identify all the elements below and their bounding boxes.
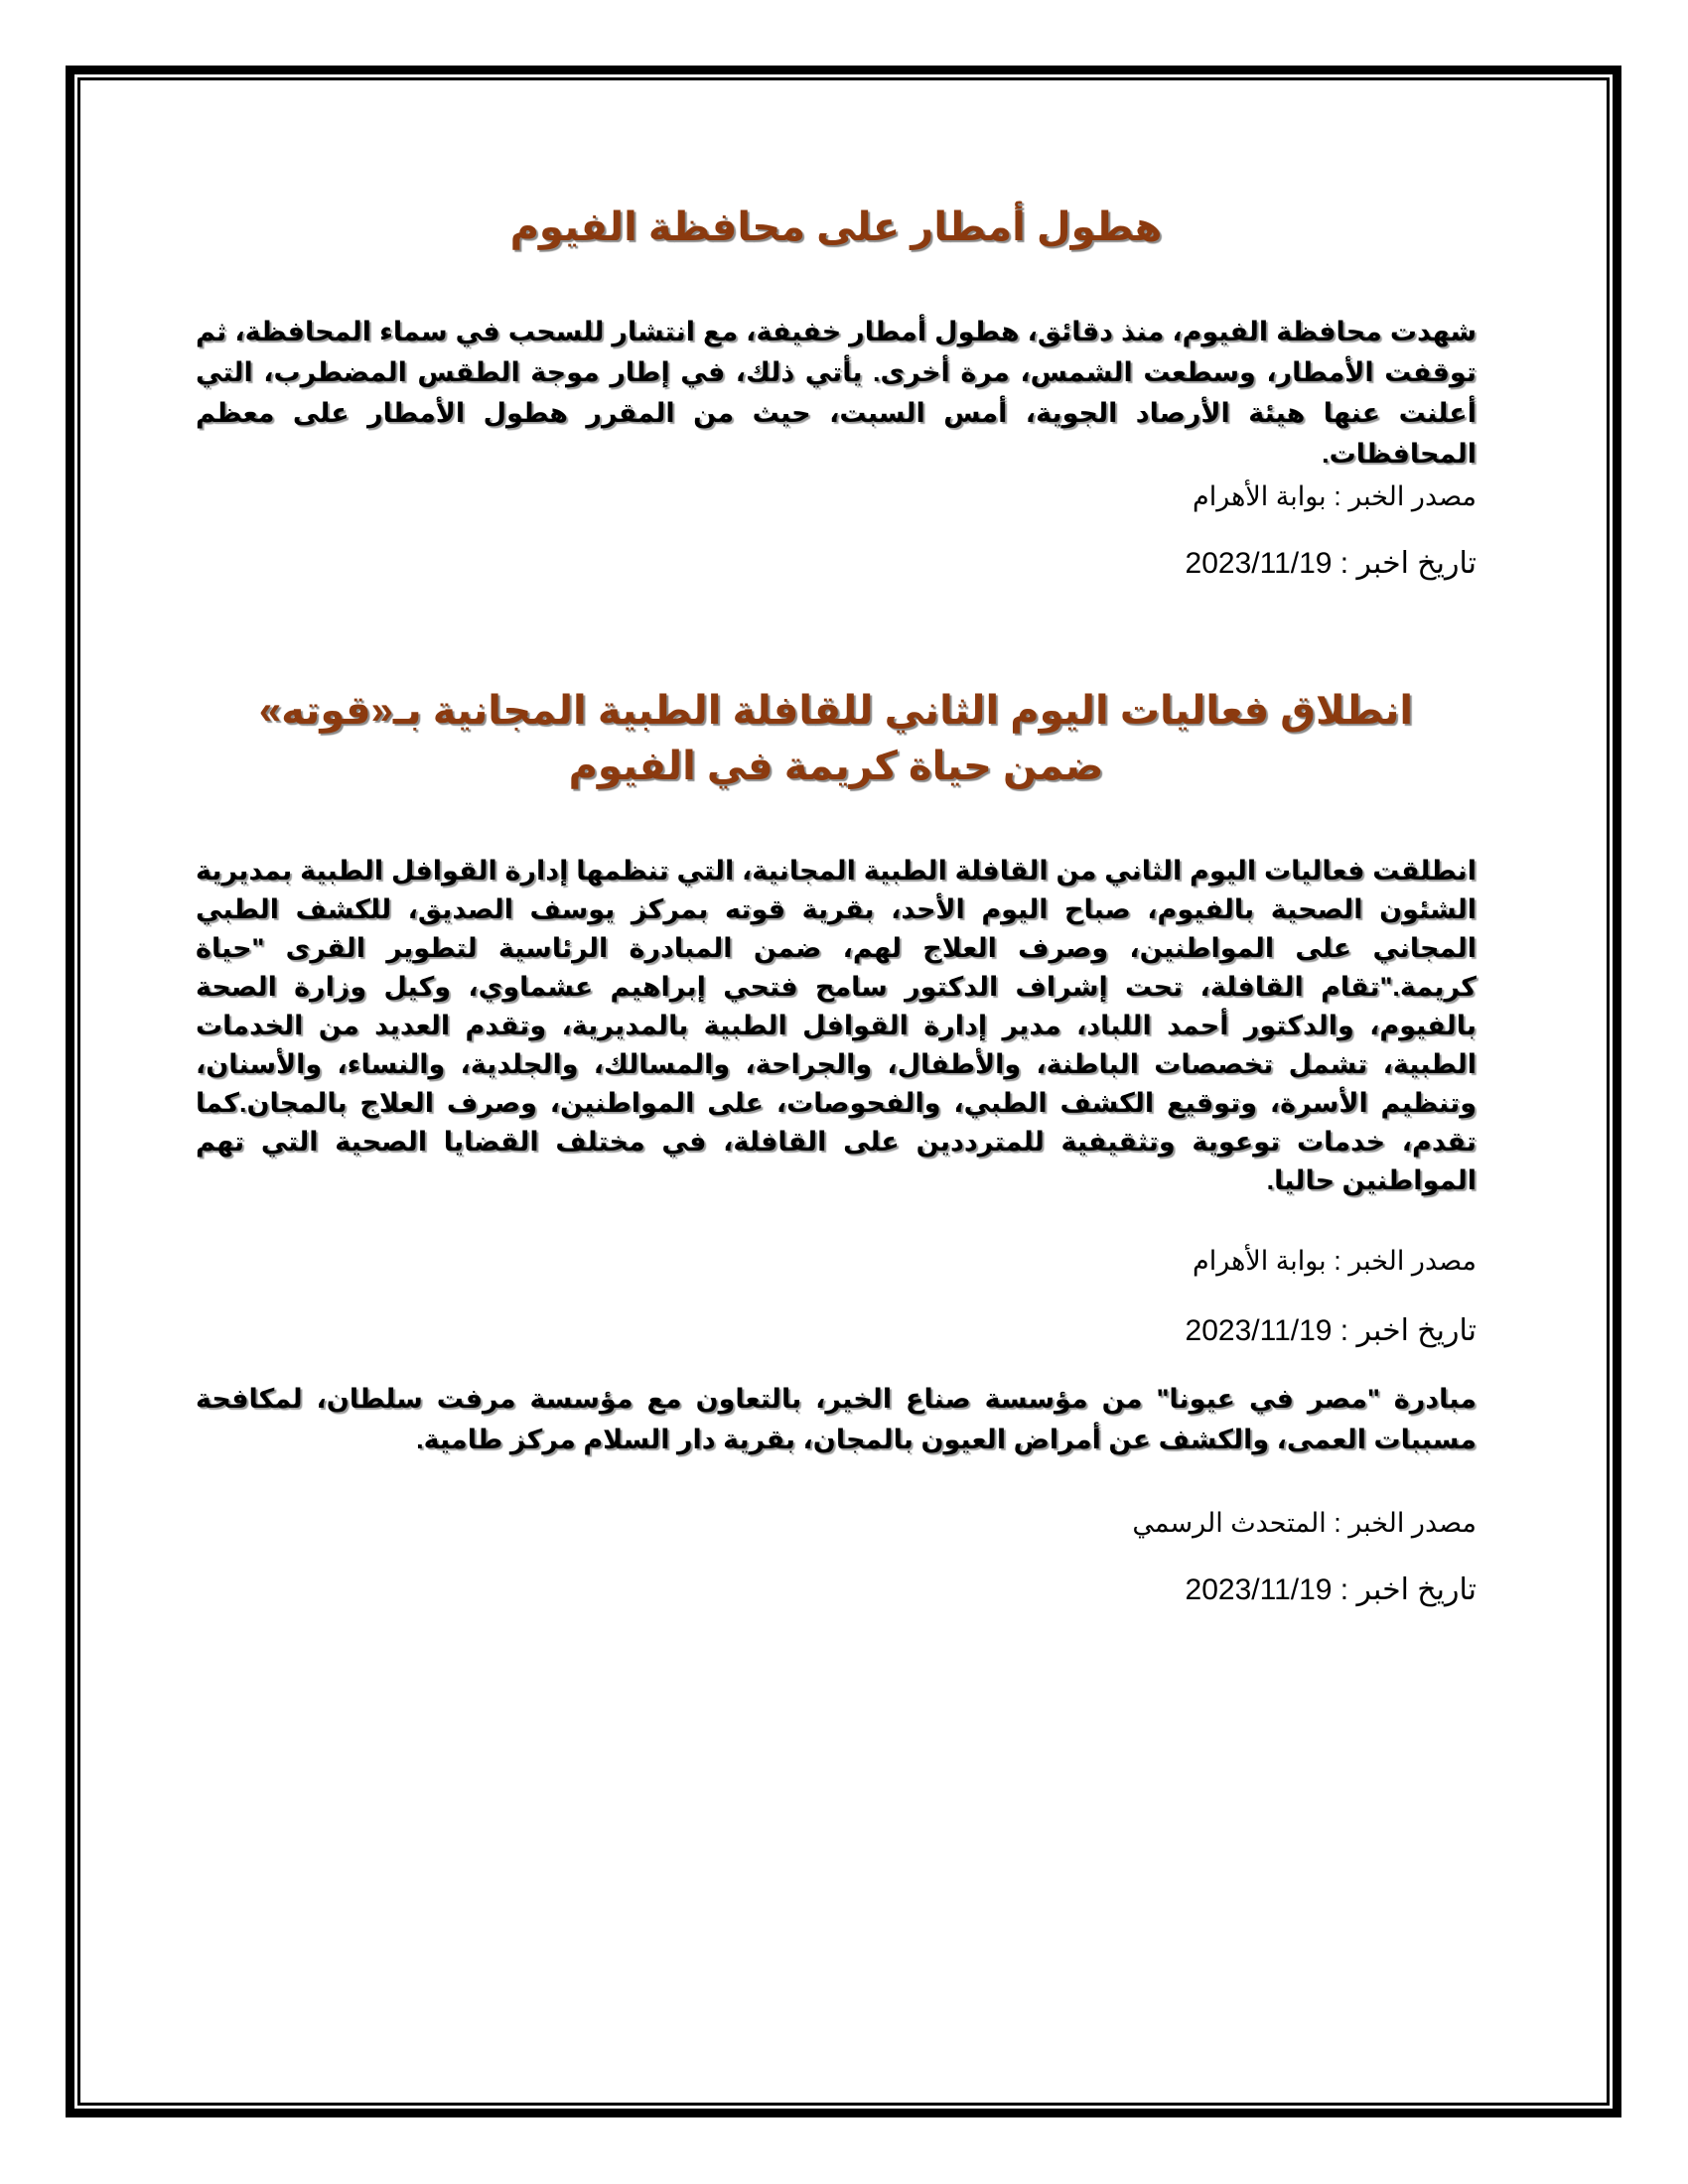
article-2-body: انطلقت فعاليات اليوم الثاني من القافلة الطبية المجانية، التي تنظمها إدارة القوافل الطبية بمديرية الشئون الصحية بالفيوم، صباح اليوم الأحد، بقرية قوته بمركز يوسف الصديق، للكشف الطبي المجاني على المواطنين، وصرف العلاج لهم، ضمن المبادرة الرئاسية لتطوير القرى "حياة كريمة."تقام القافلة، تحت إشراف الدكتور سامح فتحي إبراهيم عشماوي، وكيل وزارة الصحة بالفيوم، والدكتور أحمد اللباد، مدير إدارة القوافل الطبية بالمديرية، وتقدم العديد من الخدمات الطبية، تشمل تخصصات الباطنة، والأطفال، والجراحة، والمسالك، والجلدية، والنساء، والأسنان، وتنظيم الأسرة، وتوقيع الكشف الطبي، والفحوصات، على المواطنين، وصرف العلاج بالمجان.كما تقدم، خدمات توعوية وتثقيفية للمترددين على القافلة، في مختلف القضايا الصحية التي تهم المواطنين حاليا. — [196, 856, 1477, 1195]
article-2-date: تاريخ اخبر : 2023/11/19 — [1185, 1314, 1477, 1347]
article-3-source: مصدر الخبر : المتحدث الرسمي — [1132, 1508, 1477, 1538]
article-1-source: مصدر الخبر : بوابة الأهرام — [1192, 481, 1477, 511]
article-1-body: شهدت محافظة الفيوم، منذ دقائق، هطول أمطار خفيفة، مع انتشار للسحب في سماء المحافظة، ثم توقفت الأمطار، وسطعت الشمس، مرة أخرى. يأتي ذلك، في إطار موجة الطقس المضطرب، التي أعلنت عنها هيئة الأرصاد الجوية، أمس السبت، حيث من المقرر هطول الأمطار على معظم المحافظات. — [196, 317, 1477, 469]
article-2-source: مصدر الخبر : بوابة الأهرام — [1192, 1246, 1477, 1276]
article-1-date: تاريخ اخبر : 2023/11/19 — [1185, 547, 1477, 580]
article-2-headline: انطلاق فعاليات اليوم الثاني للقافلة الطبية المجانية بـ«قوته» ضمن حياة كريمة في الفيوم — [258, 689, 1414, 788]
article-3-date: تاريخ اخبر : 2023/11/19 — [1185, 1573, 1477, 1606]
article-1-headline: هطول أمطار على محافظة الفيوم — [509, 205, 1163, 249]
article-3-body: مبادرة "مصر في عيونا" من مؤسسة صناع الخير، بالتعاون مع مؤسسة مرفت سلطان، لمكافحة مسببات العمى، والكشف عن أمراض العيون بالمجان، بقرية دار السلام مركز طامية. — [196, 1384, 1477, 1454]
